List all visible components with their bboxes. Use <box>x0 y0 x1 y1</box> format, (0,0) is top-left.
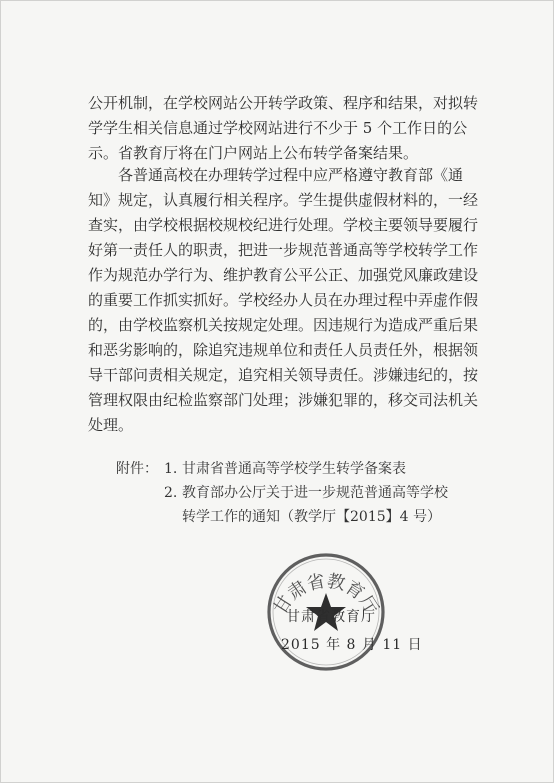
text-line: 的重要工作抓实抓好。学校经办人员在办理过程中弄虚作假 <box>88 291 479 309</box>
attachments-section <box>116 458 486 530</box>
text-line: 处理。 <box>88 416 134 434</box>
seal-text: 甘肃省教育厅 <box>269 570 383 619</box>
text-line: 各普通高校在办理转学过程中应严格遵守教育部《通 <box>118 166 464 184</box>
attachment-number: 1. <box>164 461 178 477</box>
text-line: 知》规定，认真履行相关程序。学生提供虚假材料的，一经 <box>88 191 479 209</box>
text-line: 好第一责任人的职责，把进一步规范普通高等学校转学工作 <box>88 241 479 259</box>
text-line: 公开机制，在学校网站公开转学政策、程序和结果，对拟转 <box>88 94 479 112</box>
attachments-label: 附件： <box>116 461 158 477</box>
text-line: 导干部问责相关规定，追究相关领导责任。涉嫌违纪的，按 <box>88 366 479 384</box>
attachment-item-2 <box>116 482 486 506</box>
text-line: 管理权限由纪检监察部门处理；涉嫌犯罪的，移交司法机关 <box>88 391 479 409</box>
attachment-item-1 <box>116 458 486 482</box>
attachment-title: 甘肃省普通高等学校学生转学备案表 <box>182 461 406 477</box>
text-line: 的，由学校监察机关按规定处理。因违规行为造成严重后果 <box>88 316 479 334</box>
attachment-title-continued: 转学工作的通知（教学厅【2015】4 号） <box>182 509 441 525</box>
text-line: 和恶劣影响的，除追究违规单位和责任人员责任外，根据领 <box>88 341 479 359</box>
body-paragraph-1 <box>88 91 479 166</box>
text-line: 查实，由学校根据校规校纪进行处理。学校主要领导要履行 <box>88 216 479 234</box>
attachment-item-2-continued <box>116 506 486 530</box>
body-paragraph-2 <box>88 163 479 438</box>
text-line: 示。省教育厅将在门户网站上公布转学备案结果。 <box>88 144 419 162</box>
issue-date: 2015 年 8 月 11 日 <box>281 637 423 653</box>
attachment-title: 教育部办公厅关于进一步规范普通高等学校 <box>182 485 448 501</box>
attachment-number: 2. <box>164 485 178 501</box>
text-line: 学学生相关信息通过学校网站进行不少于 5 个工作日的公 <box>88 119 468 137</box>
issuer-name: 甘肃省教育厅 <box>286 609 376 625</box>
text-line: 作为规范办学行为、维护教育公平公正、加强党风廉政建设 <box>88 266 479 284</box>
